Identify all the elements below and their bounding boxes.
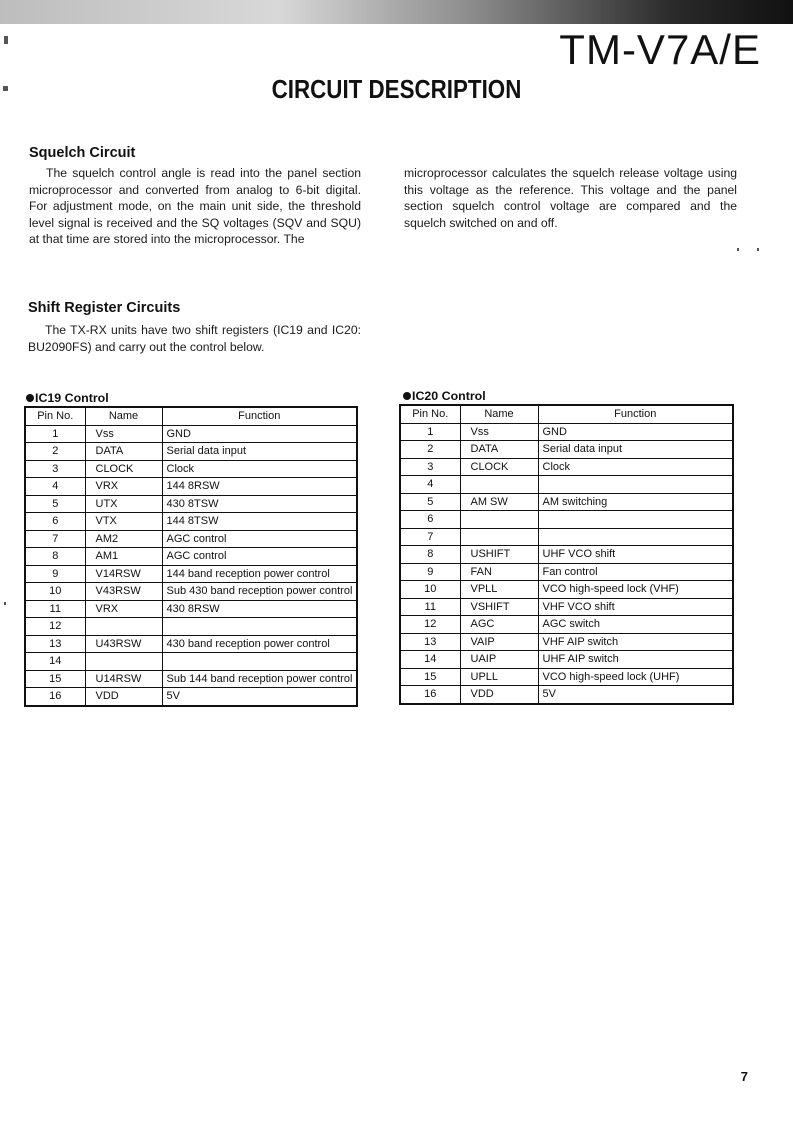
pin-function: UHF VCO shift	[538, 546, 733, 564]
table-row	[25, 565, 357, 583]
squelch-text-left	[29, 165, 361, 248]
table-row	[400, 633, 733, 651]
table-row	[400, 528, 733, 546]
pin-number: 12	[25, 618, 85, 636]
table-row	[400, 581, 733, 599]
scan-mark	[3, 86, 8, 91]
scan-mark	[4, 36, 8, 44]
pin-function	[538, 476, 733, 494]
pin-function: Serial data input	[162, 443, 357, 461]
pin-name	[460, 476, 538, 494]
pin-function: VCO high-speed lock (VHF)	[538, 581, 733, 599]
pin-name: UTX	[85, 495, 162, 513]
pin-function: UHF AIP switch	[538, 651, 733, 669]
bullet-icon	[26, 394, 34, 402]
pin-function: 430 8TSW	[162, 495, 357, 513]
table-row	[25, 670, 357, 688]
pin-number: 1	[25, 425, 85, 443]
pin-number: 11	[25, 600, 85, 618]
pin-name	[460, 511, 538, 529]
ic20-table	[399, 404, 734, 705]
pin-function	[162, 618, 357, 636]
pin-name: VAIP	[460, 633, 538, 651]
table-row	[400, 493, 733, 511]
pin-number: 14	[400, 651, 460, 669]
table-row	[400, 458, 733, 476]
pin-name: USHIFT	[460, 546, 538, 564]
pin-function: VCO high-speed lock (UHF)	[538, 668, 733, 686]
header-bar	[0, 0, 793, 24]
pin-function: GND	[538, 423, 733, 441]
pin-name: CLOCK	[85, 460, 162, 478]
pin-number: 9	[400, 563, 460, 581]
table-row	[400, 616, 733, 634]
table-header-row	[400, 405, 733, 423]
table-row	[25, 425, 357, 443]
table-row	[25, 513, 357, 531]
shift-heading: Shift Register Circuits	[28, 300, 181, 316]
pin-function: AGC control	[162, 530, 357, 548]
table-row	[400, 651, 733, 669]
pin-number: 5	[25, 495, 85, 513]
shift-text-body: The TX-RX units have two shift registers (IC19 and IC20: BU2090FS) and carry out the control below.	[28, 323, 361, 354]
pin-function: 430 8RSW	[162, 600, 357, 618]
table-row	[400, 441, 733, 459]
pin-number: 6	[25, 513, 85, 531]
table-row	[400, 476, 733, 494]
pin-name: DATA	[460, 441, 538, 459]
pin-number: 10	[25, 583, 85, 601]
pin-name: VDD	[460, 686, 538, 704]
pin-number: 12	[400, 616, 460, 634]
table-row	[25, 443, 357, 461]
page-number: 7	[740, 1069, 748, 1084]
pin-number: 9	[25, 565, 85, 583]
pin-number: 8	[400, 546, 460, 564]
col-header: Function	[538, 405, 733, 423]
bullet-icon	[403, 392, 411, 400]
scan-mark	[757, 248, 759, 251]
pin-number: 11	[400, 598, 460, 616]
pin-name: VPLL	[460, 581, 538, 599]
col-header: Name	[460, 405, 538, 423]
pin-number: 8	[25, 548, 85, 566]
pin-function	[538, 511, 733, 529]
table-row	[400, 598, 733, 616]
table-row	[25, 600, 357, 618]
pin-number: 3	[400, 458, 460, 476]
pin-name: AM2	[85, 530, 162, 548]
pin-number: 1	[400, 423, 460, 441]
scan-mark	[4, 602, 6, 605]
pin-function: 144 8TSW	[162, 513, 357, 531]
pin-name: UPLL	[460, 668, 538, 686]
col-header: Pin No.	[25, 407, 85, 425]
pin-name: AGC	[460, 616, 538, 634]
pin-number: 7	[25, 530, 85, 548]
pin-function: 144 8RSW	[162, 478, 357, 496]
pin-number: 7	[400, 528, 460, 546]
pin-function	[538, 528, 733, 546]
pin-function: 5V	[538, 686, 733, 704]
col-header: Function	[162, 407, 357, 425]
pin-name	[85, 653, 162, 671]
table-row	[400, 546, 733, 564]
pin-name: VTX	[85, 513, 162, 531]
pin-function: 5V	[162, 688, 357, 706]
table-header-row	[25, 407, 357, 425]
table-row	[25, 478, 357, 496]
pin-function: Sub 430 band reception power control	[162, 583, 357, 601]
pin-name: VRX	[85, 478, 162, 496]
squelch-left-text: The squelch control angle is read into the panel section microprocessor and converted from analog to 6-bit digital. For adjustment mode, on the main unit side, the threshold level signal is received and the SQ voltages (SQV and SQU) at that time are stored into the microprocessor. The	[29, 166, 361, 247]
pin-number: 2	[400, 441, 460, 459]
pin-function: VHF VCO shift	[538, 598, 733, 616]
page-title: CIRCUIT DESCRIPTION	[271, 74, 522, 104]
table-row	[25, 653, 357, 671]
table-row	[25, 618, 357, 636]
pin-number: 16	[25, 688, 85, 706]
pin-number: 3	[25, 460, 85, 478]
pin-name: AM SW	[460, 493, 538, 511]
pin-function: Clock	[538, 458, 733, 476]
pin-function: AGC switch	[538, 616, 733, 634]
col-header: Pin No.	[400, 405, 460, 423]
pin-number: 15	[25, 670, 85, 688]
pin-function: GND	[162, 425, 357, 443]
pin-function	[162, 653, 357, 671]
pin-function: Clock	[162, 460, 357, 478]
pin-function: Sub 144 band reception power control	[162, 670, 357, 688]
pin-number: 4	[25, 478, 85, 496]
pin-function: 144 band reception power control	[162, 565, 357, 583]
squelch-text-right: microprocessor calculates the squelch release voltage using this voltage as the reference. This voltage and the panel section squelch control voltage are compared and the squelch switched on and off.	[404, 166, 737, 230]
table-row	[25, 548, 357, 566]
pin-name: VDD	[85, 688, 162, 706]
col-header: Name	[85, 407, 162, 425]
pin-name: AM1	[85, 548, 162, 566]
pin-number: 10	[400, 581, 460, 599]
pin-name: U14RSW	[85, 670, 162, 688]
pin-number: 5	[400, 493, 460, 511]
pin-name: DATA	[85, 443, 162, 461]
ic19-body	[25, 425, 357, 706]
ic19-title	[26, 391, 109, 405]
pin-number: 16	[400, 686, 460, 704]
pin-number: 15	[400, 668, 460, 686]
ic20-body	[400, 423, 733, 704]
pin-name: Vss	[85, 425, 162, 443]
pin-name: V14RSW	[85, 565, 162, 583]
pin-name: V43RSW	[85, 583, 162, 601]
ic20-title	[403, 389, 486, 403]
pin-name: Vss	[460, 423, 538, 441]
pin-number: 4	[400, 476, 460, 494]
scan-mark	[737, 248, 739, 251]
table-row	[400, 686, 733, 704]
pin-name: VSHIFT	[460, 598, 538, 616]
pin-name: U43RSW	[85, 635, 162, 653]
pin-function: Serial data input	[538, 441, 733, 459]
pin-function: VHF AIP switch	[538, 633, 733, 651]
squelch-heading: Squelch Circuit	[29, 145, 136, 161]
table-row	[400, 511, 733, 529]
table-row	[25, 530, 357, 548]
pin-name	[460, 528, 538, 546]
pin-name: CLOCK	[460, 458, 538, 476]
pin-number: 13	[25, 635, 85, 653]
pin-number: 13	[400, 633, 460, 651]
table-row	[400, 563, 733, 581]
pin-function: 430 band reception power control	[162, 635, 357, 653]
table-row	[25, 583, 357, 601]
pin-name: FAN	[460, 563, 538, 581]
pin-number: 6	[400, 511, 460, 529]
pin-function: Fan control	[538, 563, 733, 581]
table-row	[25, 460, 357, 478]
pin-name	[85, 618, 162, 636]
model-number: TM-V7A/E	[559, 26, 761, 73]
pin-number: 2	[25, 443, 85, 461]
shift-text	[28, 322, 361, 355]
pin-name: VRX	[85, 600, 162, 618]
pin-function: AGC control	[162, 548, 357, 566]
table-row	[25, 688, 357, 706]
ic19-title-text: IC19 Control	[35, 391, 109, 405]
table-row	[400, 668, 733, 686]
table-row	[25, 635, 357, 653]
pin-number: 14	[25, 653, 85, 671]
pin-name: UAIP	[460, 651, 538, 669]
ic19-table	[24, 406, 358, 707]
ic20-title-text: IC20 Control	[412, 389, 486, 403]
table-row	[25, 495, 357, 513]
pin-function: AM switching	[538, 493, 733, 511]
table-row	[400, 423, 733, 441]
